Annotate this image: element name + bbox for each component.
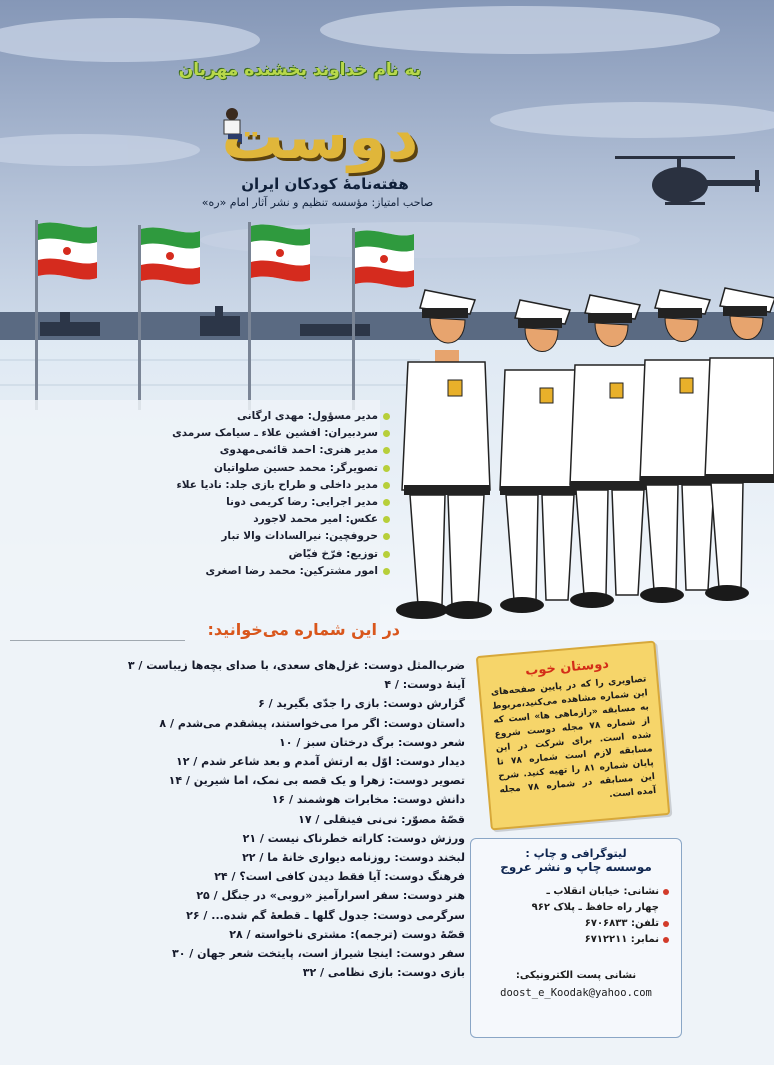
fax-number: نمابر: ۶۷۱۲۲۱۱ [483,932,669,948]
owner-line: صاحب امتیاز: مؤسسه تنظیم و نشر آثار امام «ره» [201,196,434,209]
toc-item[interactable]: سفر دوست: اینجا شیراز است، پایتخت شعر جهان / ۳۰ [172,947,465,961]
printing-info [470,838,682,1038]
printing-heading: لیتوگرافی و چاپ : [525,847,627,860]
phone-number: تلفن: ۶۷۰۶۸۳۳ [483,916,669,932]
blessing-text: به نام خداوند بخشنده مهربان [178,60,422,80]
toc-divider [10,640,185,641]
table-of-contents [70,656,465,982]
toc-item[interactable]: فرهنگ دوست: آیا فقط دیدن کافی است؟ / ۲۴ [214,870,465,884]
toc-item[interactable]: ضرب‌المثل دوست: غزل‌های سعدی، با صدای بچه‌ها زیباست / ۳ [127,659,465,672]
toc-item[interactable]: هنر دوست: سفر اسرارآمیز «روبی» در جنگل / ۲۵ [196,889,465,903]
toc-item[interactable]: ورزش دوست: کاراته خطرناک نیست / ۲۱ [242,831,465,845]
credit-item: امور مشترکین: محمد رضا اصغری [190,563,390,580]
good-friends-title: دوستان خوب [524,656,610,679]
address-line-2: چهار راه حافظ ـ پلاک ۹۶۲ [531,902,659,913]
address-line-1: نشانی: خیابان انقلاب ـ [483,884,669,900]
good-friends-note [476,640,671,830]
toc-item[interactable]: سرگرمی دوست: جدول گلها ـ قطعهٔ گم شده... / ۲۶ [186,908,465,922]
toc-item[interactable]: آینهٔ دوست: / ۴ [384,678,465,692]
toc-item[interactable]: قصّهٔ مصوّر: نی‌نی فینقلی / ۱۷ [298,812,465,826]
toc-item[interactable]: گزارش دوست: بازی را جدّی بگیرید / ۶ [258,697,465,711]
toc-item[interactable]: بازی دوست: بازی نظامی / ۳۲ [302,966,465,980]
credit-item: مدیر هنری: احمد قائمی‌مهدوی [190,442,390,459]
good-friends-text: تصاویری را که در پایین صفحه‌های این شماره مشاهده می‌کنید،مربوط به مسابقه «رازماهی ها» است که از شماره ۷۸ مجله دوست شروع شده است. برای شرکت در این مسابقه لازم است شماره ۷۸ تا پایان شماره ۸۱ را تهیه کنید. شرح این مسابقه در شماره ۷۸ مجله آمده است. [490,674,657,801]
toc-item[interactable]: تصویر دوست: زهرا و یک قصه بی نمک، اما شیرین / ۱۴ [168,774,465,788]
credit-item: تصویرگر: محمد حسین صلواتیان [190,460,390,477]
credit-item: مدیر مسؤول: مهدی ارگانی [190,408,390,425]
credit-item: توزیع: فرّخ فیّاض [190,546,390,563]
credit-item: عکس: امیر محمد لاجورد [190,511,390,528]
toc-title: در این شماره می‌خوانید: [207,620,400,639]
credit-item: مدیر اجرایی: رضا کریمی دونا [190,494,390,511]
email-address[interactable]: doost_e_Koodak@yahoo.com [500,987,652,999]
magazine-subtitle: هفته‌نامهٔ کودکان ایران [241,175,409,193]
toc-item[interactable]: لبخند دوست: روزنامه دیواری خانهٔ ما / ۲۲ [242,851,465,865]
toc-item[interactable]: دانش دوست: مخابرات هوشمند / ۱۶ [271,793,465,807]
staff-credits [172,408,390,580]
credit-item: سردبیران: افشین علاء ـ سیامک سرمدی [190,425,390,442]
credit-item: حروفچین: نیرالسادات والا تبار [190,528,390,545]
toc-item[interactable]: دیدار دوست: اوّل به ارتش آمدم و بعد شاعر شدم / ۱۲ [176,755,465,769]
toc-item[interactable]: داستان دوست: اگر مرا می‌خواستند، پیشقدم می‌شدم / ۸ [159,716,465,730]
magazine-logo: دوست [221,100,419,173]
toc-item[interactable]: شعر دوست: برگ درختان سبز / ۱۰ [279,735,465,749]
toc-item[interactable]: قصّهٔ دوست (ترجمه): مشتری ناخواسته / ۲۸ [229,927,465,941]
credit-item: مدیر داخلی و طراح بازی جلد: نادیا علاء [190,477,390,494]
email-label: نشانی پست الکترونیکی: [515,970,637,981]
printing-company: موسسه چاپ و نشر عروج [500,860,652,874]
